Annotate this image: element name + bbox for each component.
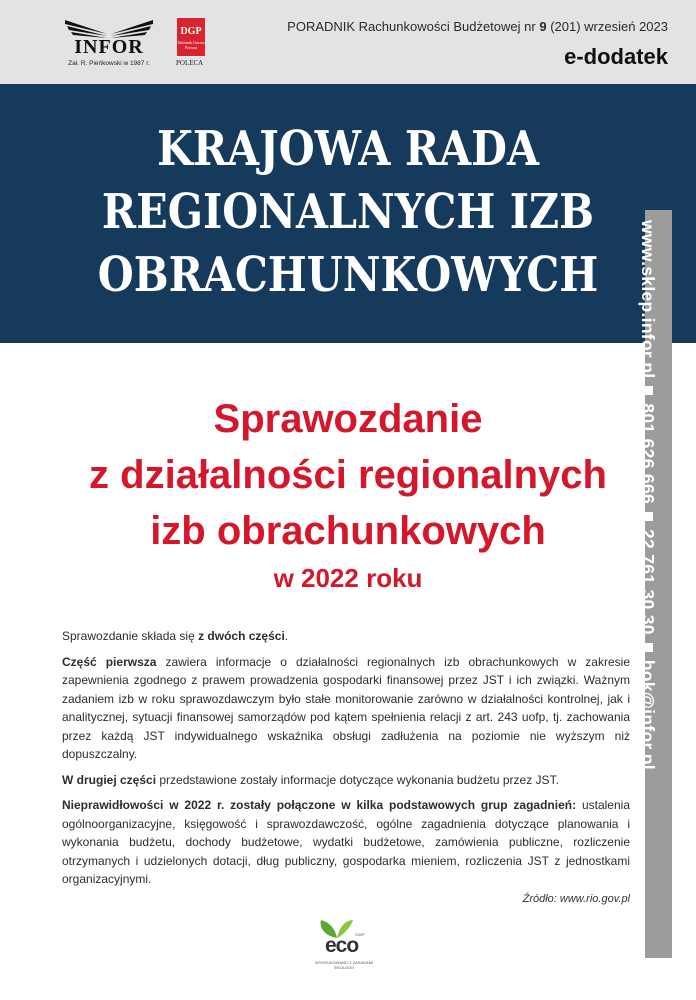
paragraph-part-two: [62, 771, 630, 790]
text-bold: z dwóch części: [198, 629, 285, 643]
text-span: ustalenia ogólnoorganizacyjne, księgowość i sprawozdawczość, ogólne zagadnienia dotyczące planowania i wykonania budżetu, dochody budżetowe, wydatki budżetowe, zamówienia publiczne, rozliczenie otrzymanych i udzielonych dotacji, dług publiczny, gospodarka mieniem, rozliczenia JST z jednostkami organizacyjnymi.: [62, 798, 630, 886]
text-span: .: [284, 629, 289, 643]
text-span: zawiera informacje o działalności regionalnych izb obrachunkowych w zakresie zapewnienia zgodnego z prawem prowadzenia gospodarki finansowej przez JST i ich związki. Ważnym zadaniem izb w roku sprawozdawczym było stałe monitorowanie zarówno w działalności kontrolnej, jak i analitycznej, sytuacji finansowej samorządów pod kątem spełnienia relacji z art. 243 uofp, tj. zachowania przez każdą JST indywidualnego wskaźnika obsługi zadłużenia na poziomie nie wyższym niż dopuszczalny.: [62, 654, 630, 761]
eco-logo: [311, 918, 377, 976]
contact-phone-1: 801 626 666: [638, 403, 658, 505]
paragraph-part-one: [62, 653, 630, 764]
report-title-line: Sprawozdanie: [213, 397, 483, 441]
description-text: [62, 627, 630, 896]
report-title-line: z działalności regionalnych: [89, 453, 607, 497]
infor-logo-name: INFOR: [74, 36, 144, 58]
issue-number: 9: [539, 19, 547, 34]
text-span: Sprawozdanie składa się: [62, 629, 199, 643]
report-title-line: izb obrachunkowych: [150, 509, 546, 553]
source-note: Źródło: www.rio.gov.pl: [522, 893, 630, 905]
paragraph-intro: [62, 627, 630, 646]
separator-square-icon: [644, 643, 653, 652]
eco-tag: GWP: [355, 932, 365, 937]
banner-title-line: KRAJOWA RADA: [156, 121, 539, 177]
paragraph-irregularities: [62, 796, 630, 889]
top-bar: [0, 0, 696, 84]
report-year: w 2022 roku: [273, 563, 423, 593]
infor-logo: [55, 16, 163, 72]
publication-suffix: (201) wrzesień 2023: [550, 19, 668, 34]
banner-title-line: OBRACHUNKOWYCH: [97, 247, 599, 303]
publication-prefix: PORADNIK Rachunkowości Budżetowej nr: [287, 19, 536, 34]
banner-title: [49, 118, 648, 307]
contact-phone-2: 22 761 30 30: [638, 529, 658, 635]
dgp-tagline: POLECA: [176, 59, 204, 67]
dgp-badge-small: Dziennik Gazeta Prawna: [177, 40, 205, 50]
edition-label: e-dodatek: [564, 44, 668, 69]
publication-line: [287, 19, 668, 34]
dgp-logo: [177, 18, 211, 70]
text-bold: Nieprawidłowości w 2022 r. zostały połączone w kilka podstawowych grup zagadnień:: [62, 798, 577, 812]
text-bold: W drugiej części: [62, 772, 157, 787]
eco-word: eco: [325, 934, 359, 957]
title-banner: [0, 84, 696, 343]
text-span: przedstawione zostały informacje dotyczące wykonania budżetu przez JST.: [156, 772, 559, 787]
infor-logo-tagline: Zał. R. Pieńkowski w 1987 r.: [68, 60, 150, 67]
eco-caption: WYDRUKOWANO Z ZASADAMI EKOLOGII: [314, 960, 374, 970]
banner-title-line: REGIONALNYCH IZB: [101, 184, 595, 240]
text-bold: Część pierwsza: [62, 654, 157, 669]
contact-website[interactable]: www.sklep.infor.pl: [638, 220, 658, 379]
contact-email[interactable]: bok@infor.pl: [638, 659, 658, 770]
dgp-badge-name: DGP: [180, 26, 202, 37]
report-title: [0, 391, 696, 559]
dgp-badge: [177, 18, 205, 56]
